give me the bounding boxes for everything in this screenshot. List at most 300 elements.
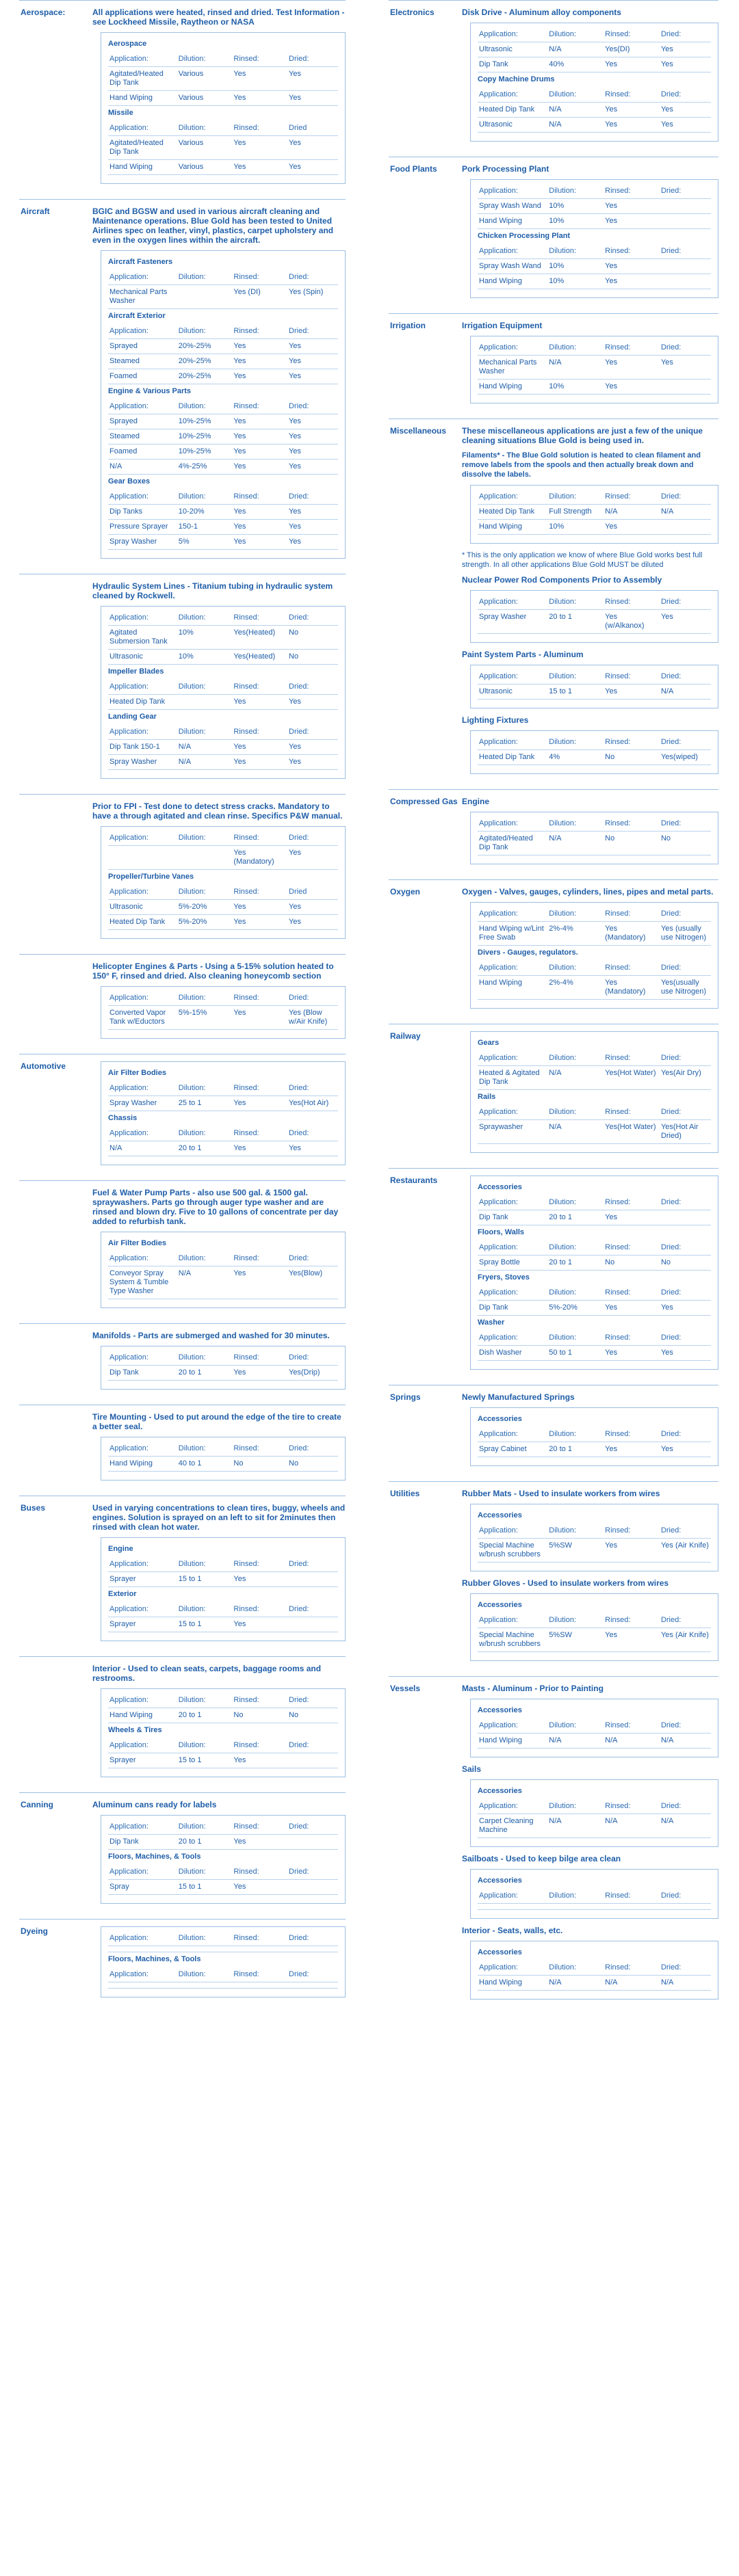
application-box: [101, 1232, 346, 1308]
table-cell: Yes: [287, 846, 338, 870]
header-rinsed: Rinsed:: [604, 184, 660, 199]
table-row: [478, 1442, 711, 1457]
header-dried: Dried:: [660, 595, 711, 610]
table-cell: Heated Dip Tank: [108, 915, 177, 930]
table-cell: Yes: [604, 274, 660, 289]
table-header-row: [478, 1286, 711, 1301]
table-cell: N/A: [604, 1814, 660, 1838]
header-application: Application:: [478, 27, 547, 42]
table-cell: [660, 274, 711, 289]
table-cell: Yes: [287, 1141, 338, 1156]
header-rinsed: Rinsed:: [604, 1961, 660, 1976]
table-header-row: [478, 1961, 711, 1976]
table-cell: Spraywasher: [478, 1120, 547, 1144]
group-title: Floors, Machines, & Tools: [108, 1853, 201, 1861]
header-application: Application:: [478, 1051, 547, 1066]
section-description: Pork Processing Plant: [462, 164, 549, 174]
header-rinsed: Rinsed:: [232, 611, 287, 626]
table-row: [478, 1814, 711, 1838]
section-continued: [19, 1656, 346, 1792]
header-rinsed: Rinsed:: [604, 595, 660, 610]
application-table: [108, 1820, 338, 1850]
table-cell: Yes: [232, 1141, 287, 1156]
header-dried: Dried:: [660, 1195, 711, 1210]
table-header-row: [108, 1251, 338, 1266]
section-description: Helicopter Engines & Parts - Using a 5-15% solution heated to 150° F, rinsed and dried. Also cleaning honeycomb section: [92, 961, 334, 981]
group-title: Air Filter Bodies: [108, 1239, 166, 1247]
table-cell: 15 to 1: [177, 1753, 233, 1768]
table-cell: Dip Tank: [478, 1301, 547, 1316]
header-application: Application:: [478, 1286, 547, 1301]
table-row: [108, 900, 338, 915]
header-dried: Dried:: [287, 991, 338, 1006]
table-cell: N/A: [547, 1976, 604, 1991]
application-box: [470, 1941, 718, 2000]
header-application: Application:: [108, 1967, 177, 1982]
header-dilution: Dilution:: [177, 1351, 233, 1366]
section-body: [92, 581, 346, 786]
table-cell: Steamed: [108, 354, 177, 369]
table-cell: Yes: [232, 444, 287, 460]
table-cell: Yes (Spin): [287, 285, 338, 309]
table-cell: Dip Tank 150-1: [108, 740, 177, 755]
header-dilution: Dilution:: [547, 735, 604, 750]
header-dried: Dried:: [287, 490, 338, 505]
table-cell: Heated Dip Tank: [108, 695, 177, 710]
table-cell: [177, 285, 233, 309]
application-table: [478, 595, 711, 634]
section-description: Sailboats - Used to keep bilge area clean: [462, 1854, 621, 1863]
group-title: Engine & Various Parts: [108, 387, 192, 395]
application-box: [101, 1437, 346, 1480]
table-cell: Converted Vapor Tank w/Eductors: [108, 1006, 177, 1030]
group-title: Aerospace: [108, 40, 147, 48]
table-row: [478, 1210, 711, 1225]
table-row: [108, 1266, 338, 1299]
table-cell: 10%: [547, 520, 604, 535]
application-table: [478, 816, 711, 855]
section-description: Engine: [462, 797, 490, 806]
header-dried: Dried:: [287, 1557, 338, 1572]
header-application: Application:: [478, 1331, 547, 1346]
table-cell: N/A: [660, 1734, 711, 1749]
table-row: [478, 118, 711, 133]
header-dried: Dried:: [660, 1613, 711, 1628]
table-row: [108, 414, 338, 429]
table-cell: 15 to 1: [177, 1880, 233, 1895]
table-cell: 40 to 1: [177, 1457, 233, 1472]
section-aerospace: [19, 0, 346, 199]
header-application: Application:: [108, 1693, 177, 1708]
group-title: Missile: [108, 109, 133, 117]
header-rinsed: Rinsed:: [604, 341, 660, 356]
table-header-row: [478, 184, 711, 199]
header-dilution: Dilution:: [177, 121, 233, 136]
table-header-row: [108, 1865, 338, 1880]
table-cell: Heated Dip Tank: [478, 103, 547, 118]
table-cell: [660, 214, 711, 229]
table-row: [108, 755, 338, 770]
table-row: [108, 505, 338, 520]
header-application: Application:: [478, 88, 547, 103]
table-header-row: [478, 1195, 711, 1210]
header-application: Application:: [108, 1820, 177, 1835]
table-row: [108, 535, 338, 550]
header-dried: Dried:: [660, 1889, 711, 1904]
header-dilution: Dilution:: [547, 490, 604, 505]
header-dried: Dried: [287, 121, 338, 136]
header-rinsed: Rinsed:: [604, 1613, 660, 1628]
table-cell: Dip Tank: [478, 57, 547, 72]
group-title: Accessories: [478, 1948, 522, 1956]
header-dried: Dried:: [660, 1799, 711, 1814]
table-cell: N/A: [177, 755, 233, 770]
section-body: [462, 1031, 718, 1160]
application-table: [478, 669, 711, 700]
table-cell: Yes(Hot Air): [287, 1096, 338, 1111]
table-cell: No: [604, 832, 660, 855]
header-dried: Dried:: [287, 1865, 338, 1880]
table-cell: [108, 846, 177, 870]
table-row: [108, 1006, 338, 1030]
application-table: [478, 1613, 711, 1652]
header-dried: Dried:: [287, 725, 338, 740]
table-cell: 10%-25%: [177, 429, 233, 444]
section-description: Newly Manufactured Springs: [462, 1392, 575, 1402]
table-cell: Yes: [287, 460, 338, 475]
group-title: Accessories: [478, 1706, 522, 1714]
application-table: [478, 735, 711, 765]
application-table: [108, 121, 338, 175]
table-cell: [287, 1880, 338, 1895]
table-row: [108, 695, 338, 710]
table-cell: 150-1: [177, 520, 233, 535]
table-cell: [177, 695, 233, 710]
header-dried: Dried:: [287, 831, 338, 846]
application-box: [470, 812, 718, 864]
section-label: Electronics: [390, 8, 435, 17]
section-food-plants: [389, 157, 718, 313]
table-cell: Ultrasonic: [108, 650, 177, 665]
table-cell: 20 to 1: [547, 610, 604, 634]
table-cell: N/A: [604, 505, 660, 520]
header-dried: Dried:: [287, 1442, 338, 1457]
header-dried: Dried:: [660, 961, 711, 976]
table-cell: Yes: [287, 520, 338, 535]
table-row: [108, 1572, 338, 1587]
section-label: Irrigation: [390, 321, 426, 330]
header-dried: Dried:: [660, 490, 711, 505]
table-cell: Spray: [108, 1880, 177, 1895]
table-cell: Dish Washer: [478, 1346, 547, 1361]
table-row: [478, 42, 711, 57]
header-application: Application:: [478, 669, 547, 685]
header-dried: Dried:: [287, 1931, 338, 1946]
table-cell: Dip Tank: [108, 1835, 177, 1850]
table-cell: [287, 1835, 338, 1850]
table-cell: No: [660, 832, 711, 855]
section-body: [462, 1176, 718, 1377]
section-description: Interior - Seats, walls, etc.: [462, 1926, 563, 1935]
table-header-row: [478, 1105, 711, 1120]
table-cell: Yes: [604, 1346, 660, 1361]
section-description: Prior to FPI - Test done to detect stress cracks. Mandatory to have a through agitated and clean rinse. Specifics P&W manual.: [92, 801, 343, 821]
application-box: [101, 32, 346, 184]
table-cell: Heated Dip Tank: [478, 750, 547, 765]
table-cell: [660, 380, 711, 395]
table-header-row: [478, 669, 711, 685]
group-title: Landing Gear: [108, 713, 157, 721]
table-cell: Pressure Sprayer: [108, 520, 177, 535]
application-table: [478, 1331, 711, 1361]
table-row: [108, 1617, 338, 1632]
table-header-row: [478, 1051, 711, 1066]
section-vessels: [389, 1676, 718, 2015]
table-row: [108, 369, 338, 384]
table-row: [108, 520, 338, 535]
table-header-row: [478, 27, 711, 42]
header-dilution: Dilution:: [177, 885, 233, 900]
table-cell: 40%: [547, 57, 604, 72]
table-cell: Yes: [232, 429, 287, 444]
table-row: [108, 1835, 338, 1850]
table-cell: Yes: [287, 505, 338, 520]
group-title: Floors, Walls: [478, 1228, 525, 1236]
section-body: [462, 797, 718, 871]
application-box: [470, 1869, 718, 1919]
table-cell: 5%-20%: [547, 1301, 604, 1316]
table-cell: 15 to 1: [177, 1617, 233, 1632]
header-rinsed: Rinsed:: [604, 816, 660, 832]
header-dried: Dried:: [660, 1240, 711, 1256]
section-label: [19, 801, 92, 946]
application-table: [108, 1967, 338, 1989]
table-cell: Hand Wiping w/Lint Free Swab: [478, 922, 547, 946]
table-header-row: [108, 270, 338, 285]
table-cell: [287, 1946, 338, 1952]
group-title: Gears: [478, 1039, 500, 1047]
header-rinsed: Rinsed:: [232, 1693, 287, 1708]
table-cell: 20 to 1: [177, 1141, 233, 1156]
table-cell: Yes: [604, 214, 660, 229]
table-cell: 20%-25%: [177, 354, 233, 369]
application-table: [108, 1251, 338, 1299]
header-rinsed: Rinsed:: [604, 961, 660, 976]
table-cell: Agitated Submersion Tank: [108, 626, 177, 650]
group-title: Accessories: [478, 1876, 522, 1885]
section-electronics: [389, 0, 718, 157]
header-application: Application:: [108, 725, 177, 740]
table-cell: [547, 1904, 604, 1910]
section-label: Aircraft: [21, 207, 50, 216]
table-cell: N/A: [177, 740, 233, 755]
header-dilution: Dilution:: [547, 1195, 604, 1210]
table-cell: 20 to 1: [177, 1366, 233, 1381]
header-rinsed: Rinsed:: [232, 1931, 287, 1946]
header-application: Application:: [108, 1557, 177, 1572]
group-title: Copy Machine Drums: [478, 75, 555, 83]
table-cell: Yes: [660, 1301, 711, 1316]
application-box: [470, 730, 718, 774]
group-title: Accessories: [478, 1601, 522, 1609]
table-row: [108, 460, 338, 475]
table-row: [108, 339, 338, 354]
group-title: Aircraft Fasteners: [108, 258, 173, 266]
table-cell: Yes: [232, 460, 287, 475]
table-cell: N/A: [547, 1120, 604, 1144]
application-box: [101, 1815, 346, 1904]
header-dried: Dried:: [660, 27, 711, 42]
table-row: [478, 610, 711, 634]
table-header-row: [478, 816, 711, 832]
table-cell: [660, 199, 711, 214]
table-cell: N/A: [547, 1734, 604, 1749]
table-cell: Hand Wiping: [108, 160, 177, 175]
section-label: Vessels: [390, 1684, 421, 1693]
application-table: [108, 1126, 338, 1156]
section-description: Irrigation Equipment: [462, 321, 543, 330]
application-box: [470, 590, 718, 643]
header-dilution: Dilution:: [547, 341, 604, 356]
table-cell: 20%-25%: [177, 369, 233, 384]
table-row: [478, 1301, 711, 1316]
section-footnote: * This is the only application we know of where Blue Gold works best full strength. In all other applications Blue Gold MUST be diluted: [462, 551, 703, 569]
header-application: Application:: [108, 490, 177, 505]
table-cell: 20 to 1: [547, 1210, 604, 1225]
section-label: [19, 1331, 92, 1396]
section-compressed-gas: [389, 789, 718, 879]
header-dried: Dried:: [287, 1126, 338, 1141]
table-cell: Yes (Mandatory): [604, 976, 660, 1000]
table-cell: No: [287, 650, 338, 665]
table-cell: Sprayer: [108, 1753, 177, 1768]
table-cell: 15 to 1: [547, 685, 604, 700]
table-cell: N/A: [547, 1066, 604, 1090]
section-body: [92, 1503, 346, 1648]
section-description: Disk Drive - Aluminum alloy components: [462, 8, 621, 17]
application-table: [108, 885, 338, 930]
header-rinsed: Rinsed:: [232, 399, 287, 414]
table-cell: Spray Washer: [108, 535, 177, 550]
table-cell: 20%-25%: [177, 339, 233, 354]
table-cell: N/A: [108, 1141, 177, 1156]
section-body: [462, 887, 718, 1015]
table-cell: No: [287, 626, 338, 650]
header-dried: Dried:: [287, 399, 338, 414]
table-cell: Yes: [660, 1346, 711, 1361]
section-continued: [19, 574, 346, 794]
group-title: Aircraft Exterior: [108, 312, 166, 320]
application-box: [101, 250, 346, 559]
header-dried: Dried:: [287, 611, 338, 626]
application-table: [108, 1442, 338, 1472]
header-rinsed: Rinsed:: [232, 885, 287, 900]
table-header-row: [108, 831, 338, 846]
application-box: [101, 1926, 346, 1997]
table-cell: 4%: [547, 750, 604, 765]
table-cell: Yes: [660, 57, 711, 72]
header-rinsed: Rinsed:: [232, 52, 287, 67]
group-title: Gear Boxes: [108, 477, 151, 486]
section-description: Tire Mounting - Used to put around the edge of the tire to create a better seal.: [92, 1412, 341, 1431]
table-cell: Yes: [232, 900, 287, 915]
header-application: Application:: [478, 1718, 547, 1734]
table-cell: Spray Washer: [108, 1096, 177, 1111]
table-cell: Special Machine w/brush scrubbers: [478, 1628, 547, 1652]
table-row: [108, 1366, 338, 1381]
table-header-row: [108, 1738, 338, 1753]
table-cell: [660, 259, 711, 274]
table-cell: N/A: [547, 1814, 604, 1838]
table-cell: 5%-20%: [177, 915, 233, 930]
section-railway: [389, 1024, 718, 1168]
table-cell: Yes: [604, 103, 660, 118]
table-row: [108, 1708, 338, 1723]
table-cell: N/A: [604, 1976, 660, 1991]
table-cell: Conveyor Spray System & Tumble Type Washer: [108, 1266, 177, 1299]
header-application: Application:: [108, 611, 177, 626]
section-irrigation: [389, 313, 718, 419]
section-continued: [19, 954, 346, 1054]
application-table: [478, 1961, 711, 1991]
section-body: [92, 1061, 346, 1172]
table-cell: 5%SW: [547, 1539, 604, 1563]
table-row: [478, 1346, 711, 1361]
header-rinsed: Rinsed:: [604, 1524, 660, 1539]
header-dilution: Dilution:: [177, 399, 233, 414]
table-cell: Heated & Agitated Dip Tank: [478, 1066, 547, 1090]
header-application: Application:: [478, 961, 547, 976]
header-rinsed: Rinsed:: [232, 1442, 287, 1457]
table-cell: Yes: [232, 755, 287, 770]
header-rinsed: Rinsed:: [604, 490, 660, 505]
section-description: Nuclear Power Rod Components Prior to Assembly: [462, 575, 662, 585]
table-cell: Hand Wiping: [478, 1734, 547, 1749]
header-rinsed: Rinsed:: [604, 1105, 660, 1120]
table-cell: Yes: [287, 444, 338, 460]
application-box: [470, 1593, 718, 1661]
table-row: [478, 274, 711, 289]
table-header-row: [478, 88, 711, 103]
table-cell: Yes(Heated): [232, 650, 287, 665]
table-cell: Yes (Mandatory): [604, 922, 660, 946]
table-row: [108, 1982, 338, 1989]
application-box: [101, 1346, 346, 1390]
section-description: Used in varying concentrations to clean tires, buggy, wheels and engines. Solution is sprayed on an left to sit for 2minutes then rinsed with clean hot water.: [92, 1503, 346, 1532]
application-table: [478, 27, 711, 72]
section-label: Utilities: [390, 1489, 420, 1498]
header-rinsed: Rinsed:: [232, 490, 287, 505]
table-cell: [232, 1946, 287, 1952]
header-application: Application:: [478, 735, 547, 750]
table-cell: [287, 1982, 338, 1989]
table-header-row: [478, 490, 711, 505]
section-label: [19, 581, 92, 786]
header-application: Application:: [108, 52, 177, 67]
header-rinsed: Rinsed:: [232, 270, 287, 285]
table-cell: Various: [177, 160, 233, 175]
header-dilution: Dilution:: [177, 680, 233, 695]
table-cell: Dip Tank: [108, 1366, 177, 1381]
table-cell: Foamed: [108, 444, 177, 460]
table-header-row: [108, 680, 338, 695]
group-title: Chicken Processing Plant: [478, 232, 571, 240]
header-application: Application:: [108, 121, 177, 136]
section-canning: [19, 1792, 346, 1919]
table-cell: Sprayer: [108, 1572, 177, 1587]
group-title: Exterior: [108, 1590, 137, 1598]
header-application: Application:: [108, 1442, 177, 1457]
